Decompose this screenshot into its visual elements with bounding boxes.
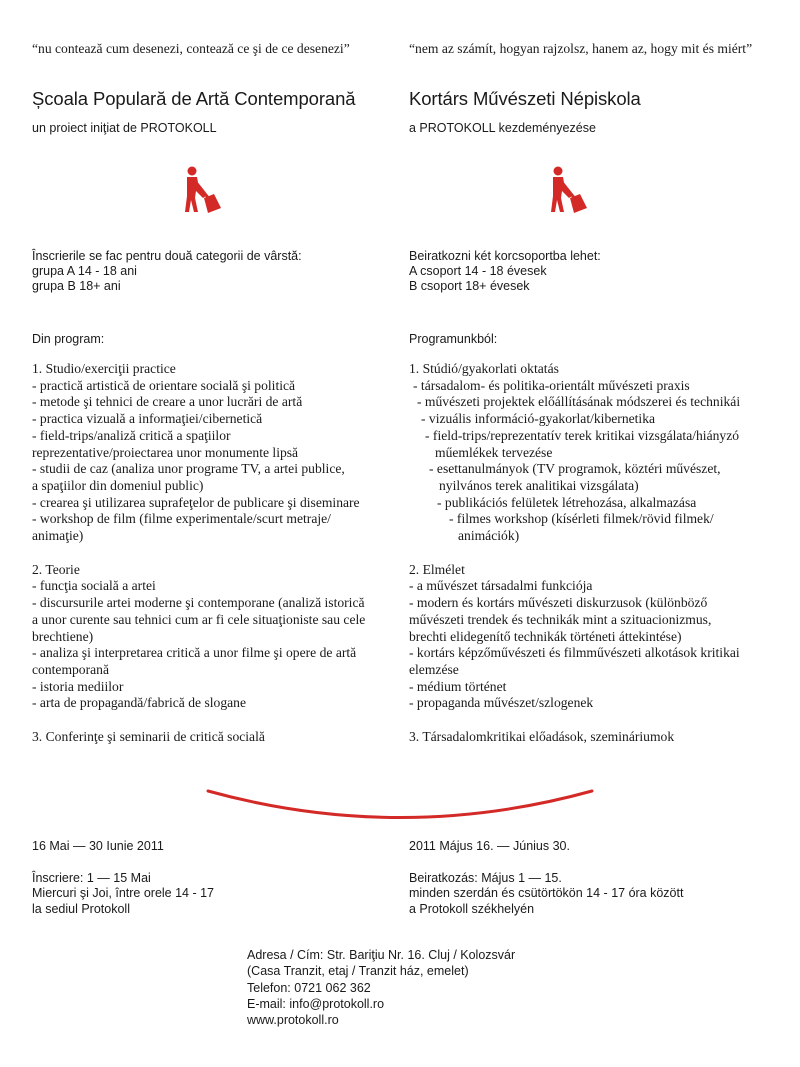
list-item: 2. Teorie [32, 561, 80, 577]
category-a: A csoport 14 - 18 évesek [409, 264, 547, 278]
list-item: 1. Studio/exerciţii practice [32, 361, 176, 376]
list-item: művészeti trendek és technikák mint a szituacionizmus, [409, 611, 712, 627]
list-item: elemzése [409, 661, 459, 677]
list-item: a unor curente sau tehnici cum ar fi cele situaţioniste sau cele [32, 611, 366, 627]
contact-address [247, 947, 515, 1028]
list-item: - istoria mediilor [32, 678, 124, 694]
list-item: contemporană [32, 661, 109, 677]
list-item: 1. Stúdió/gyakorlati oktatás [409, 361, 559, 376]
list-item: műemlékek tervezése [435, 444, 553, 460]
worker-shovel-icon [184, 166, 222, 214]
list-item: - esettanulmányok (TV programok, köztéri művészet, [429, 461, 721, 477]
spacer [409, 545, 740, 562]
list-item: a spaţiilor din domeniul public) [32, 477, 204, 493]
arc-divider [0, 780, 800, 820]
list-item: - field-trips/analiză critică a spaţiilor [32, 427, 231, 443]
subtitle: un proiect iniţiat de PROTOKOLL [32, 121, 217, 135]
category-a: grupa A 14 - 18 ani [32, 264, 137, 278]
worker-shovel-icon [550, 166, 588, 214]
subtitle: a PROTOKOLL kezdeményezése [409, 121, 596, 135]
website-link[interactable]: www.protokoll.ro [247, 1013, 339, 1028]
list-item: brechti elidegenítő technikák történeti áttekintése) [409, 628, 682, 644]
list-item: animációk) [458, 528, 520, 544]
list-item: - analiza şi interpretarea critică a unor filme şi opere de artă [32, 645, 357, 661]
list-item: brechtiene) [32, 628, 94, 644]
list-item: - practică artistică de orientare socială şi politică [32, 377, 296, 393]
list-item: reprezentative/proiectarea unor monumente lipsă [32, 444, 299, 460]
phone: Telefon: 0721 062 362 [247, 980, 371, 995]
page-title: Kortárs Művészeti Népiskola [409, 88, 641, 109]
spacer [32, 712, 365, 729]
address-detail: (Casa Tranzit, etaj / Tranzit ház, emelet) [247, 964, 469, 979]
list-item: - practica vizuală a informaţiei/cibernetică [32, 411, 263, 427]
age-categories [32, 249, 302, 294]
list-item: - workshop de film (filme experimentale/scurt metraje/ [32, 511, 331, 527]
list-item: - metode şi tehnici de creare a unor lucrări de artă [32, 394, 303, 410]
category-b: grupa B 18+ ani [32, 279, 121, 293]
email: E-mail: info@protokoll.ro [247, 996, 385, 1011]
list-item: nyilvános terek analitikai vizsgálata) [439, 477, 639, 493]
list-item: - modern és kortárs művészeti diskurzusok (különböző [409, 595, 708, 611]
motto: “nu contează cum desenezi, contează ce şi de ce desenezi” [32, 41, 350, 56]
list-item: - filmes workshop (kísérleti filmek/rövid filmek/ [449, 511, 714, 527]
registration-period: Înscriere: 1 — 15 Mai [32, 871, 151, 885]
category-b: B csoport 18+ évesek [409, 279, 530, 293]
list-item: 2. Elmélet [409, 561, 465, 577]
program-heading: Din program: [32, 332, 105, 346]
list-item: - field-trips/reprezentatív terek kritikai vizsgálata/hiányzó [425, 427, 740, 443]
list-item: - médium történet [409, 678, 507, 694]
list-item: - studii de caz (analiza unor programe TV, a artei publice, [32, 461, 345, 477]
address-line: Adresa / Cím: Str. Bariţiu Nr. 16. Cluj / Kolozsvár [247, 948, 516, 962]
list-item: animaţie) [32, 528, 84, 544]
spacer [409, 712, 740, 729]
list-item: - funcţia socială a artei [32, 578, 156, 594]
registration-hours: minden szerdán és csütörtökön 14 - 17 óra között [409, 886, 684, 901]
list-item: - arta de propagandă/fabrică de slogane [32, 695, 246, 711]
registration-place: a Protokoll székhelyén [409, 901, 535, 916]
program-list [409, 361, 740, 746]
list-item: - a művészet társadalmi funkciója [409, 578, 593, 594]
list-item: - társadalom- és politika-orientált művészeti praxis [413, 377, 690, 393]
registration-info [32, 871, 214, 917]
motto: “nem az számít, hogyan rajzolsz, hanem az, hogy mit és miért” [409, 41, 753, 56]
registration-period: Beiratkozás: Május 1 — 15. [409, 871, 562, 885]
course-dates: 16 Mai — 30 Iunie 2011 [32, 839, 164, 853]
categories-intro: Beiratkozni két korcsoportba lehet: [409, 249, 601, 263]
list-item: 3. Conferinţe şi seminarii de critică socială [32, 729, 265, 745]
list-item: - kortárs képzőművészeti és filmművészeti alkotások kritikai [409, 645, 740, 661]
list-item: 3. Társadalomkritikai előadások, szemináriumok [409, 729, 675, 745]
program-list [32, 361, 365, 746]
program-heading: Programunkból: [409, 332, 498, 346]
list-item: - crearea şi utilizarea suprafeţelor de publicare şi diseminare [32, 494, 360, 510]
age-categories [409, 249, 601, 294]
registration-info [409, 871, 683, 917]
categories-intro: Înscrierile se fac pentru două categorii de vârstă: [32, 249, 302, 263]
list-item: - művészeti projektek előállításának módszerei és technikái [417, 394, 741, 410]
registration-hours: Miercuri şi Joi, între orele 14 - 17 [32, 886, 215, 901]
list-item: - propaganda művészet/szlogenek [409, 695, 594, 711]
course-dates: 2011 Május 16. — Június 30. [409, 839, 570, 853]
list-item: - vizuális információ-gyakorlat/kibernetika [421, 411, 656, 427]
list-item: - publikációs felületek létrehozása, alkalmazása [437, 494, 697, 510]
page-title: Școala Populară de Artă Contemporană [32, 88, 356, 109]
registration-place: la sediul Protokoll [32, 901, 130, 916]
list-item: - discursurile artei moderne şi contemporane (analiză istorică [32, 595, 365, 611]
spacer [32, 545, 365, 562]
